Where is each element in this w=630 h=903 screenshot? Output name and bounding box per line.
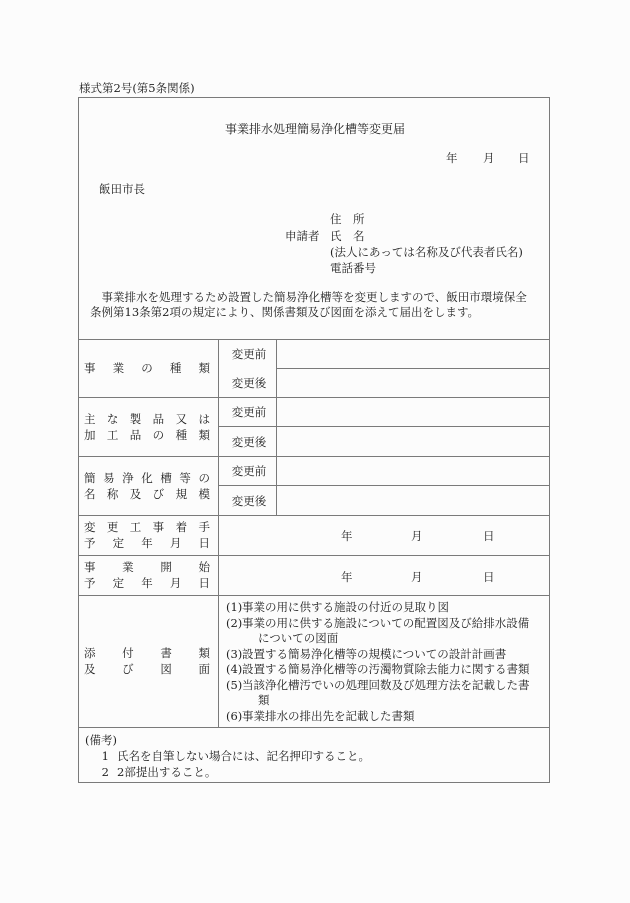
row-divider	[218, 485, 550, 486]
label-char: 模	[198, 487, 210, 501]
attachment-item	[226, 709, 530, 725]
before-label: 変更前	[231, 347, 267, 361]
attachment-text: 事業の用に供する施設の付近の見取り図	[242, 600, 449, 614]
row-label-business-type	[84, 360, 210, 376]
label-char: 添	[84, 646, 96, 660]
statement-line-2: 条例第13条第2項の規定により、関係書類及び図面を添えて届出をします。	[90, 305, 480, 319]
label-char: 業	[112, 361, 125, 375]
label-char: 主	[84, 412, 96, 426]
header-date-month: 月	[483, 151, 495, 165]
attachment-item-continuation	[226, 693, 530, 709]
label-char: 日	[198, 576, 210, 590]
row-divider	[78, 727, 550, 728]
table-top-line	[78, 339, 550, 340]
row-divider	[276, 368, 550, 369]
after-label: 変更後	[231, 435, 267, 449]
applicant-label: 申請者	[285, 229, 320, 243]
construction-start-day[interactable]: 日	[483, 529, 495, 543]
attachment-number: (5)	[226, 677, 243, 692]
label-char: 事	[84, 560, 96, 574]
row-divider	[78, 397, 550, 398]
attachment-text: 設置する簡易浄化槽等の規模についての設計計画書	[242, 646, 507, 661]
septic-tank-after-field[interactable]	[282, 493, 544, 511]
label-char: 月	[169, 576, 182, 590]
label-char: 始	[198, 560, 210, 574]
label-char: 事	[84, 361, 96, 375]
remarks-heading: (備考)	[85, 733, 117, 747]
attachment-item	[226, 678, 530, 694]
label-char: 称	[106, 487, 119, 501]
label-char: 類	[198, 361, 210, 375]
label-char: 面	[198, 662, 210, 676]
form-title: 事業排水処理簡易浄化槽等変更届	[224, 122, 405, 136]
label-char: 等	[179, 471, 191, 485]
label-char: な	[106, 412, 119, 426]
label-char: 付	[122, 646, 134, 660]
label-char: 予	[84, 536, 96, 550]
label-char: 日	[198, 536, 210, 550]
label-char: 品	[129, 428, 142, 442]
attachment-number: (3)	[226, 646, 243, 661]
remark-number: 1	[101, 749, 109, 763]
header-date-day: 日	[518, 151, 530, 165]
after-label: 変更後	[231, 376, 267, 390]
attachment-text: 設置する簡易浄化槽等の汚濁物質除去能力に関する書類	[242, 662, 530, 676]
attachment-item-continuation	[226, 631, 530, 647]
attachment-number: (1)	[226, 600, 243, 614]
label-line	[84, 486, 210, 502]
label-char: 定	[112, 536, 125, 550]
label-char: 更	[106, 520, 119, 534]
attachment-item	[226, 662, 530, 678]
label-line	[84, 411, 210, 427]
label-char: 類	[198, 646, 210, 660]
label-char: 簡	[84, 471, 96, 485]
label-char: 化	[141, 471, 153, 485]
label-char: の	[198, 471, 210, 485]
business-type-after-field[interactable]	[282, 375, 544, 393]
header-date-year: 年	[446, 151, 458, 165]
remark-item	[85, 748, 370, 764]
attachment-number: (2)	[226, 615, 243, 630]
label-line	[84, 360, 210, 376]
row-divider	[78, 595, 550, 596]
label-char: の	[152, 428, 165, 442]
label-char: 及	[129, 487, 142, 501]
row-label-attachments	[84, 645, 210, 677]
label-char: 定	[112, 576, 125, 590]
attachment-text: 当該浄化槽汚でいの処理回数及び処理方法を記載した書	[242, 677, 530, 692]
label-char: び	[122, 662, 134, 676]
label-char: 種	[169, 361, 182, 375]
label-char: 規	[175, 487, 188, 501]
row-divider	[78, 515, 550, 516]
label-char: 加	[84, 428, 96, 442]
label-char: 予	[84, 576, 96, 590]
before-label: 変更前	[231, 464, 267, 478]
business-start-day[interactable]: 日	[483, 570, 495, 584]
attachment-item	[226, 647, 530, 663]
attachment-number: (6)	[226, 708, 243, 723]
applicant-name-label: 氏 名	[330, 229, 365, 243]
addressee: 飯田市長	[99, 182, 145, 196]
applicant-phone-label: 電話番号	[330, 261, 376, 275]
label-char: 月	[169, 536, 182, 550]
attachment-text: についての図面	[258, 631, 339, 645]
attachment-number	[226, 693, 258, 709]
label-char: 事	[152, 520, 165, 534]
remarks	[85, 732, 370, 780]
business-type-before-field[interactable]	[282, 346, 544, 364]
label-line	[84, 559, 210, 575]
label-line	[84, 645, 210, 661]
label-char: 変	[84, 520, 96, 534]
remark-item	[85, 764, 370, 780]
attachment-text: 事業排水の排出先を記載した書類	[242, 708, 415, 723]
label-line	[84, 427, 210, 443]
remark-text: 2部提出すること。	[117, 765, 217, 779]
label-char: 種	[175, 428, 188, 442]
column-divider	[276, 339, 277, 515]
row-label-products	[84, 411, 210, 443]
row-label-septic-tank	[84, 470, 210, 502]
label-char: 槽	[160, 471, 172, 485]
statement-line-1: 事業排水を処理するため設置した簡易浄化槽等を変更しますので、飯田市環境保全	[90, 290, 527, 304]
applicant-corporate-note: (法人にあっては名称及び代表者氏名)	[330, 245, 523, 259]
label-char: 類	[198, 428, 210, 442]
business-start-year[interactable]: 年	[341, 570, 353, 584]
row-divider	[218, 426, 550, 427]
row-label-construction-start	[84, 519, 210, 551]
label-line	[84, 661, 210, 677]
septic-tank-before-field[interactable]	[282, 463, 544, 481]
attachment-number	[226, 631, 258, 647]
label-char: は	[198, 412, 210, 426]
label-char: 工	[129, 520, 142, 534]
row-divider	[78, 456, 550, 457]
row-divider	[78, 555, 550, 556]
label-line	[84, 519, 210, 535]
attachments-list	[226, 600, 530, 724]
label-line	[84, 535, 210, 551]
label-char: 開	[160, 560, 172, 574]
before-label: 変更前	[231, 405, 267, 419]
attachment-text: 類	[258, 693, 270, 707]
label-char: 易	[103, 471, 115, 485]
attachment-text: 事業の用に供する施設についての配置図及び給排水設備	[242, 615, 530, 630]
label-char: 名	[84, 487, 96, 501]
form-number: 様式第2号(第5条関係)	[79, 81, 195, 95]
label-char: の	[141, 361, 153, 375]
label-line	[84, 470, 210, 486]
attachment-number: (4)	[226, 662, 243, 676]
label-char: 又	[175, 412, 188, 426]
column-divider	[218, 339, 219, 727]
business-start-month[interactable]: 月	[411, 570, 423, 584]
construction-start-year[interactable]: 年	[341, 529, 353, 543]
label-char: 書	[160, 646, 172, 660]
row-label-business-start	[84, 559, 210, 591]
label-char: 及	[84, 662, 96, 676]
after-label: 変更後	[231, 494, 267, 508]
label-char: 着	[175, 520, 188, 534]
label-char: 工	[106, 428, 119, 442]
remark-text: 氏名を自筆しない場合には、記名押印すること。	[117, 749, 370, 763]
label-char: 製	[129, 412, 142, 426]
products-after-field[interactable]	[282, 434, 544, 452]
construction-start-month[interactable]: 月	[411, 529, 423, 543]
attachment-item	[226, 600, 530, 616]
label-char: 業	[122, 560, 134, 574]
products-before-field[interactable]	[282, 404, 544, 422]
label-char: び	[152, 487, 165, 501]
label-line	[84, 575, 210, 591]
label-char: 年	[141, 536, 153, 550]
attachment-item	[226, 616, 530, 632]
label-char: 手	[198, 520, 210, 534]
label-char: 図	[160, 662, 172, 676]
label-char: 年	[141, 576, 153, 590]
label-char: 品	[152, 412, 165, 426]
label-char: 浄	[122, 471, 134, 485]
applicant-address-label: 住 所	[330, 212, 365, 226]
remark-number: 2	[101, 765, 109, 779]
